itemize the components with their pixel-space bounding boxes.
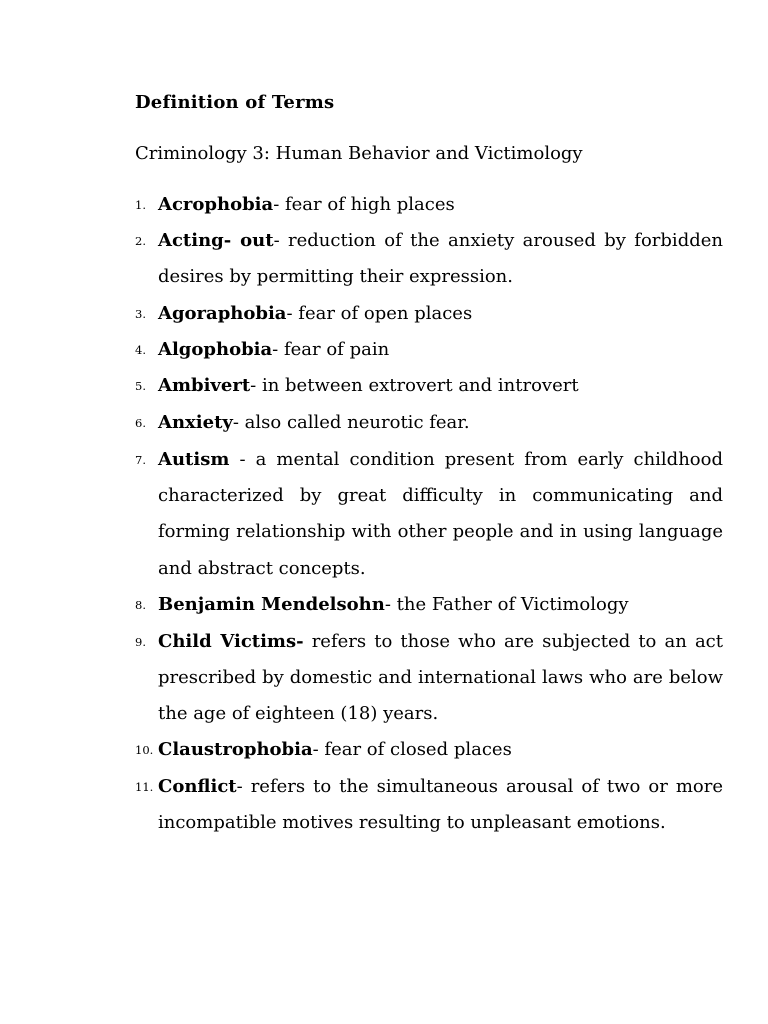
term-definition: - the Father of Victimology bbox=[384, 594, 629, 615]
item-number: 4. bbox=[135, 343, 146, 357]
term-definition: - fear of open places bbox=[286, 303, 473, 324]
term-name: Claustrophobia bbox=[158, 739, 313, 760]
item-number: 6. bbox=[135, 416, 146, 430]
item-text bbox=[158, 405, 723, 441]
item-number: 3. bbox=[135, 307, 146, 321]
term-name: Conflict bbox=[158, 776, 237, 797]
item-text bbox=[158, 296, 723, 332]
term-name: Benjamin Mendelsohn bbox=[158, 594, 385, 615]
document-subject: Criminology 3: Human Behavior and Victimology bbox=[135, 143, 583, 164]
item-number: 7. bbox=[135, 453, 146, 467]
item-text bbox=[158, 732, 723, 768]
term-name: Anxiety bbox=[158, 412, 233, 433]
term-name: Autism bbox=[158, 449, 230, 470]
term-name: Acting- out bbox=[158, 230, 274, 251]
item-text bbox=[158, 624, 723, 733]
item-text bbox=[158, 368, 723, 404]
term-name: Algophobia bbox=[158, 339, 273, 360]
term-name: Ambivert bbox=[158, 375, 251, 396]
item-text bbox=[158, 332, 723, 368]
term-definition: - also called neurotic fear. bbox=[232, 412, 470, 433]
item-number: 1. bbox=[135, 198, 146, 212]
term-definition: - fear of closed places bbox=[312, 739, 512, 760]
item-text bbox=[158, 442, 723, 587]
term-definition: - fear of high places bbox=[273, 194, 455, 215]
term-name: Agoraphobia bbox=[158, 303, 287, 324]
term-definition: - a mental condition present from early childhood characterized by great difficulty in communicating and forming relationship with other people and in using language and abstract concepts. bbox=[158, 449, 723, 579]
item-number: 11. bbox=[135, 780, 154, 794]
item-text bbox=[158, 587, 723, 623]
item-number: 5. bbox=[135, 379, 146, 393]
item-text bbox=[158, 769, 723, 841]
item-text bbox=[158, 223, 723, 295]
item-number: 2. bbox=[135, 234, 146, 248]
term-definition: - in between extrovert and introvert bbox=[250, 375, 579, 396]
document-title: Definition of Terms bbox=[135, 92, 335, 113]
item-number: 8. bbox=[135, 598, 146, 612]
item-number: 10. bbox=[135, 743, 154, 757]
term-name: Acrophobia bbox=[158, 194, 274, 215]
item-number: 9. bbox=[135, 635, 146, 649]
term-definition: - fear of pain bbox=[272, 339, 390, 360]
term-definition: - reduction of the anxiety aroused by forbidden desires by permitting their expression. bbox=[158, 230, 723, 288]
term-definition: refers to those who are subjected to an act prescribed by domestic and international laws who are below the age of eighteen (18) years. bbox=[158, 631, 723, 725]
item-text bbox=[158, 187, 723, 223]
term-name: Child Victims- bbox=[158, 631, 304, 652]
term-definition: - refers to the simultaneous arousal of two or more incompatible motives resulting to unpleasant emotions. bbox=[158, 776, 723, 834]
